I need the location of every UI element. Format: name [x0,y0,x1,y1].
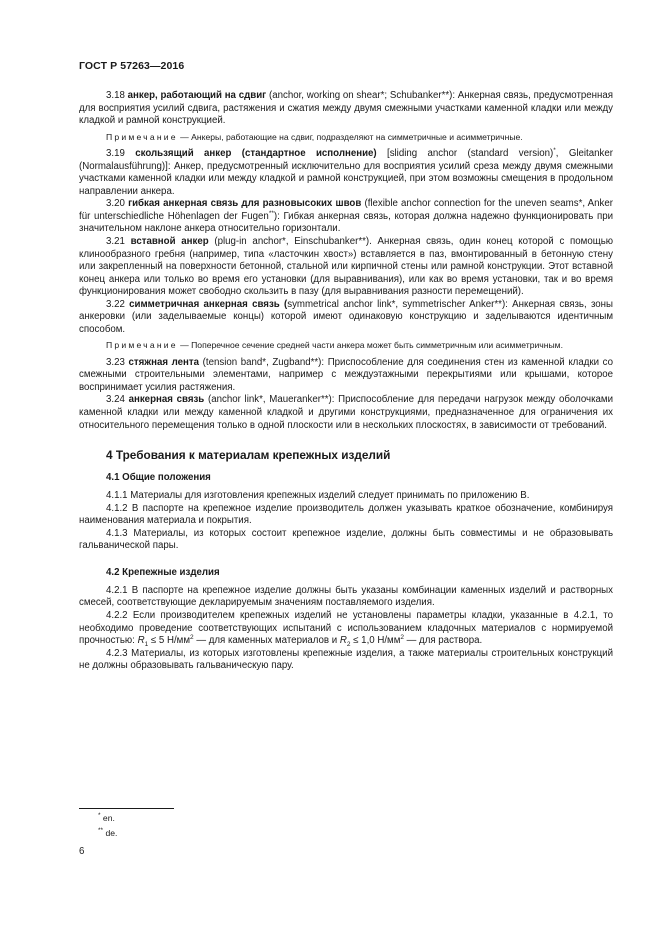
subsection-4-2-title: 4.2 Крепежные изделия [106,566,220,578]
clause-4-2-2: 4.2.2 Если производителем крепежных изделий не установлены параметры кладки, указанные в 4.2.1, то необходимо проведение соответствующих испытаний с использованием кладочных материалов с нормируемой прочностью: $R_1 \le 5$ $Н/мм^2$ — для каменных материалов и $R_2 \le 1,0$ $Н/мм^2$ — для раствора. [79,609,613,648]
clause-3-19: 3.19 скользящий анкер (стандартное исполнение) [sliding anchor (standard version)*, Gleitanker (Normalausführung)]: Анкер, предусмотренный исключительно для восприятия усилий среза между двумя смежными участками каменной кладки или между кладкой и рамной конструкцией, при этом возможны смещения в продольном направлении анкера. [79,146,613,197]
document-header: ГОСТ Р 57263—2016 [79,60,185,72]
clause-3-18: 3.18 анкер, работающий на сдвиг (anchor, working on shear*; Schubanker**): Анкерная связь, предусмотренная для восприятия усилий сдвига, растяжения и сжатия между двумя смежными участками каменной кладки или между кладкой и рамной конструкцией. [79,90,613,127]
clause-3-24: 3.24 анкерная связь (anchor link*, Maueranker**): Приспособление для передачи нагрузок между оболочками каменной кладки или между каменной кладкой и другими конструкциями, предназначенное для ограничения их относительного перемещения только в одной плоскости или в нескольких плоскостях, в зависимости от требований. [79,394,613,431]
document-page [79,0,613,935]
clause-4-2-3: 4.2.3 Материалы, из которых изготовлены крепежные изделия, а также материалы строительных конструкций не должны образовывать гальваническую пару. [79,647,613,672]
document-body [79,90,613,673]
note-anchors-shear: Примечание — Анкеры, работающие на сдвиг, подразделяют на симметричные и асимметричные. [106,131,523,142]
clause-4-2-1: 4.2.1 В паспорте на крепежное изделие должны быть указаны комбинации каменных изделий и растворных смесей, соответствующие декларируемым значениям поставляемого изделия. [79,584,613,609]
section-4-title: 4 Требования к материалам крепежных изделий [106,448,391,463]
clause-3-21: 3.21 вставной анкер (plug-in anchor*, Einschubanker**). Анкерная связь, один конец которой с помощью клинообразного гребня (например, типа «ласточкин хвост») вставляется в паз, вмонтированный в бетонную стену или закрепленный на поверхности бетонной, стальной или кирпичной стены или рамной конструкции. Этот вставной конец анкера или только во время его установки (для выравнивания), или как во время установки, так и во время функционирования может свободно скользить в пазу (для выравнивания разности перемещений). [79,235,614,298]
page-number: 6 [79,846,85,857]
clause-3-23: 3.23 стяжная лента (tension band*, Zugband**): Приспособление для соединения стен из каменной кладки со смежными строительными элементами, например с междуэтажными перекрытиями или крышами, которое воспринимает усилия растяжения. [79,356,613,393]
footnote-de: ** de. [98,827,118,838]
note-cross-section: Примечание — Поперечное сечение средней части анкера может быть симметричным или асимметричным. [106,340,563,351]
clause-4-1-3: 4.1.3 Материалы, из которых состоит крепежное изделие, должны быть совместимы и не образовывать гальванической пары. [79,527,613,552]
clause-4-1-1: 4.1.1 Материалы для изготовления крепежных изделий следует принимать по приложению В. [106,490,530,502]
clause-3-22: 3.22 симметричная анкерная связь (symmetrical anchor link*, symmetrischer Anker**): Анкерная связь, зоны анкеровки (или заделываемые концы) которой имеют одинаковую конструкцию и заделываются идентичным способом. [79,298,613,335]
clause-3-20: 3.20 гибкая анкерная связь для разновысоких швов (flexible anchor connection for the uneven seams*, Anker für unterschiedliche Höhenlagen der Fugen**): Гибкая анкерная связь, которая должна надежно функционировать при значительном наклоне анкера относительно горизонтали. [79,198,613,235]
clause-4-1-2: 4.1.2 В паспорте на крепежное изделие производитель должен указывать краткое обозначение, комбинируя наименования материала и покрытия. [79,502,613,527]
footnote-divider [79,808,174,809]
footnote-en: * en. [98,812,115,823]
subsection-4-1-title: 4.1 Общие положения [106,472,211,484]
